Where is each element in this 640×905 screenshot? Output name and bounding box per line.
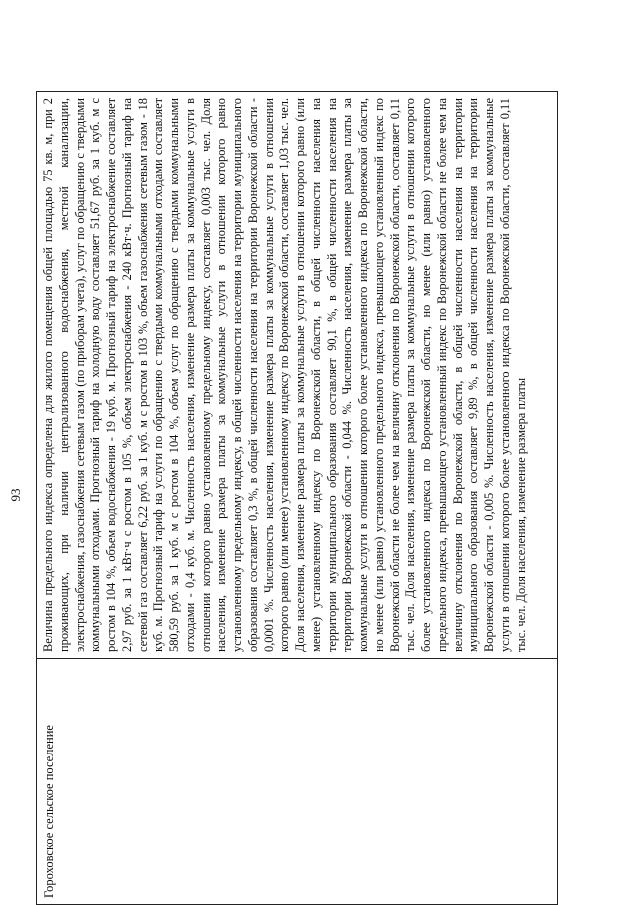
tariff-description-cell: Величина предельного индекса определена для жилого помещения общей площадью 75 кв. м, при 2 проживающих, при наличии централизованного водоснабжения, местной канализации, электроснабжения, газоснабжения сетевым газом (по приборам учета), услуг по обращению с твердыми коммунальными отходами. Прогнозный тариф на холодную воду составляет 51,67 руб. за 1 куб. м с ростом в 104 %, объем водоснабжения - 19 куб. м. Прогнозный тариф на электроснабжение составляет 2,97 руб. за 1 кВт·ч с ростом в 105 %, объем электроснабжения - 240 кВт·ч. Прогнозный тариф на сетевой газ составляет 6,22 руб. за 1 куб. м с ростом в 103 %, объем газоснабжения сетевым газом - 18 куб. м. Прогнозный тариф на услуги по обращению с твердыми коммунальными отходами составляет 580,59 руб. за 1 куб. м с ростом в 104 %, объем услуг по обращению с твердыми коммунальными отходами - 0,4 куб. м. Численность населения, изменение размера платы за коммунальные услуги в отношении которого равно установленному предельному индексу, составляет 0,003 тыс. чел. Доля населения, изменение размера платы за коммунальные услуги в отношении которого равно установленному предельному индексу, в общей численности населения на территории муниципального образования составляет 0,3 %, в общей численности населения на территории Воронежской области - 0,0001 %. Численность населения, изменение размера платы за коммунальные услуги в отношении которого равно (или менее) установленному индексу по Воронежской области, составляет 1,03 тыс. чел. Доля населения, изменение размера платы за коммунальные услуги в отношении которого равно (или менее) установленному индексу по Воронежской области, в общей численности населения на территории муниципального образования составляет 90,1 %, в общей численности населения на территории Воронежской области - 0,044 %. Численность населения, изменение размера платы за коммунальные услуги в отношении которого более установленного индекса по Воронежской области, но менее (или равно) установленного предельного индекса, превышающего установленный индекс по Воронежской области не более чем на величину отклонения по Воронежской области, составляет 0,11 тыс. чел. Доля населения, изменение размера платы за коммунальные услуги в отношении которого более установленного индекса по Воронежской области, но менее (или равно) установленного предельного индекса, превышающего установленный индекс по Воронежской области не более чем на величину отклонения по Воронежской области, в общей численности населения на территории муниципального образования составляет 9,89 %, в общей численности населения на территории Воронежской области - 0,005 %. Численность населения, изменение размера платы за коммунальные услуги в отношении которого более установленного индекса по Воронежской области, составляет 0,11 тыс. чел. Доля населения, изменение размера платы (41, 98, 528, 652)
settlement-name-cell: Гороховское сельское поселение (37, 658, 557, 904)
data-table (36, 91, 558, 905)
rotated-content (0, 85, 560, 905)
page-number: 93 (8, 488, 23, 502)
